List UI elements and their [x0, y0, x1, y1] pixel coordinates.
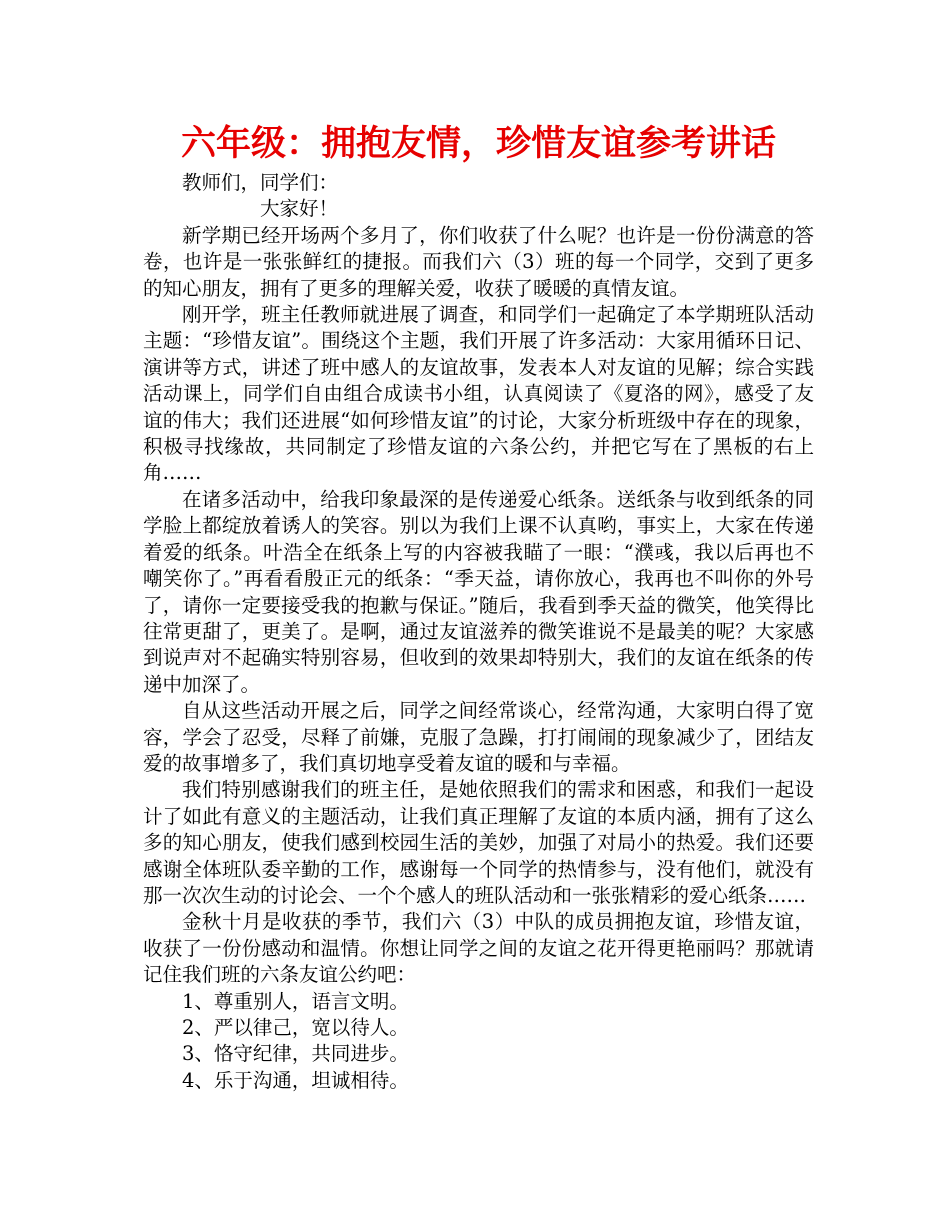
document-title: 六年级：拥抱友情，珍惜友谊参考讲话 [180, 124, 776, 164]
paragraph: 刚开学，班主任教师就进展了调查，和同学们一起确定了本学期班队活动主题：“珍惜友谊”。围绕这个主题，我们开展了许多活动：大家用循环日记、演讲等方式，讲述了班中感人的友谊故事，发表本人对友谊的见解；综合实践活动课上，同学们自由组合成读书小组，认真阅读了《夏洛的网》，感受了友谊的伟大；我们还进展“如何珍惜友谊”的讨论，大家分析班级中存在的现象，积极寻找缘故，共同制定了珍惜友谊的六条公约，并把它写在了黑板的右上角…… [143, 303, 814, 485]
paragraph: 自从这些活动开展之后，同学之间经常谈心，经常沟通，大家明白得了宽容，学会了忍受，尽释了前嫌，克服了急躁，打打闹闹的现象减少了，团结友爱的故事增多了，我们真切地享受着友谊的暖和与幸福。 [143, 699, 814, 775]
paragraph: 金秋十月是收获的季节，我们六（3）中队的成员拥抱友谊，珍惜友谊，收获了一份份感动和温情。你想让同学之间的友谊之花开得更艳丽吗？那就请记住我们班的六条友谊公约吧： [143, 910, 814, 987]
document-page [143, 118, 814, 1094]
greeting-line: 教师们，同学们： [182, 171, 339, 194]
pact-item: 4、乐于沟通，坦诚相待。 [182, 1068, 409, 1092]
pact-item: 3、恪守纪律，共同进步。 [182, 1042, 409, 1066]
pact-item: 1、尊重别人，语言文明。 [182, 989, 409, 1013]
paragraph: 我们特别感谢我们的班主任，是她依照我们的需求和困惑，和我们一起设计了如此有意义的主题活动，让我们真正理解了友谊的本质内涵，拥有了这么多的知心朋友，使我们感到校园生活的美妙，加强了对局小的热爱。我们还要感谢全体班队委辛勤的工作，感谢每一个同学的热情参与，没有他们，就没有那一次次生动的讨论会、一个个感人的班队活动和一张张精彩的爱心纸条…… [143, 778, 814, 907]
pact-item: 2、严以律己，宽以待人。 [182, 1016, 409, 1039]
hello-line: 大家好！ [260, 197, 339, 221]
document-body [143, 170, 814, 1094]
paragraph: 新学期已经开场两个多月了，你们收获了什么呢？也许是一份份满意的答卷，也许是一张张鲜红的捷报。而我们六（3）班的每一个同学，交到了更多的知心朋友，拥有了更多的理解关爱，收获了暖暖的真情友谊。 [143, 223, 814, 300]
paragraph: 在诸多活动中，给我印象最深的是传递爱心纸条。送纸条与收到纸条的同学脸上都绽放着诱人的笑容。别以为我们上课不认真哟，事实上，大家在传递着爱的纸条。叶浩全在纸条上写的内容被我瞄了一眼：“濮彧，我以后再也不嘲笑你了。”再看看殷正元的纸条：“季天益，请你放心，我再也不叫你的外号了，请你一定要接受我的抱歉与保证。”随后，我看到季天益的微笑，他笑得比往常更甜了，更美了。是啊，通过友谊滋养的微笑谁说不是最美的呢？大家感到说声对不起确实特别容易，但收到的效果却特别大，我们的友谊在纸条的传递中加深了。 [143, 487, 814, 696]
